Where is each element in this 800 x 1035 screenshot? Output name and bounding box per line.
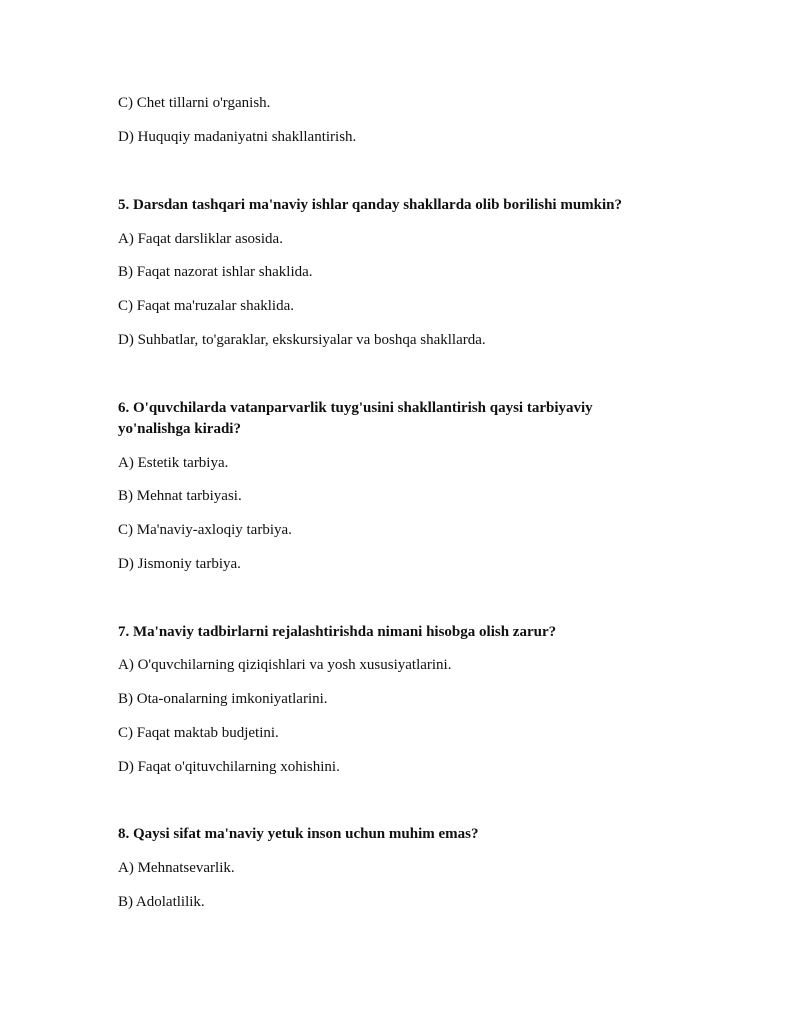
q7-option-d: D) Faqat o'qituvchilarning xohishini. (118, 759, 340, 775)
q6-option-a: A) Estetik tarbiya. (118, 455, 229, 471)
q6-option-d: D) Jismoniy tarbiya. (118, 556, 241, 572)
q8-option-b: B) Adolatlilik. (118, 894, 205, 910)
q7-option-c: C) Faqat maktab budjetini. (118, 725, 279, 741)
question-5: 5. Darsdan tashqari ma'naviy ishlar qanday shakllarda olib borilishi mumkin? (118, 197, 623, 213)
q5-option-a: A) Faqat darsliklar asosida. (118, 231, 283, 247)
question-8: 8. Qaysi sifat ma'naviy yetuk inson uchun muhim emas? (118, 826, 479, 842)
option-d: D) Huquqiy madaniyatni shakllantirish. (118, 129, 357, 145)
q7-option-b: B) Ota-onalarning imkoniyatlarini. (118, 691, 328, 707)
q5-option-d: D) Suhbatlar, to'garaklar, ekskursiyalar va boshqa shakllarda. (118, 332, 486, 348)
q8-option-a: A) Mehnatsevarlik. (118, 860, 235, 876)
q6-option-b: B) Mehnat tarbiyasi. (118, 488, 242, 504)
q7-option-a: A) O'quvchilarning qiziqishlari va yosh xususiyatlarini. (118, 657, 452, 673)
question-6-line2: yo'nalishga kiradi? (118, 421, 241, 437)
question-6-line1: 6. O'quvchilarda vatanparvarlik tuyg'usini shakllantirish qaysi tarbiyaviy (118, 400, 593, 416)
q5-option-c: C) Faqat ma'ruzalar shaklida. (118, 298, 294, 314)
option-c: C) Chet tillarni o'rganish. (118, 95, 271, 111)
q5-option-b: B) Faqat nazorat ishlar shaklida. (118, 264, 313, 280)
question-7: 7. Ma'naviy tadbirlarni rejalashtirishda nimani hisobga olish zarur? (118, 624, 557, 640)
q6-option-c: C) Ma'naviy-axloqiy tarbiya. (118, 522, 292, 538)
